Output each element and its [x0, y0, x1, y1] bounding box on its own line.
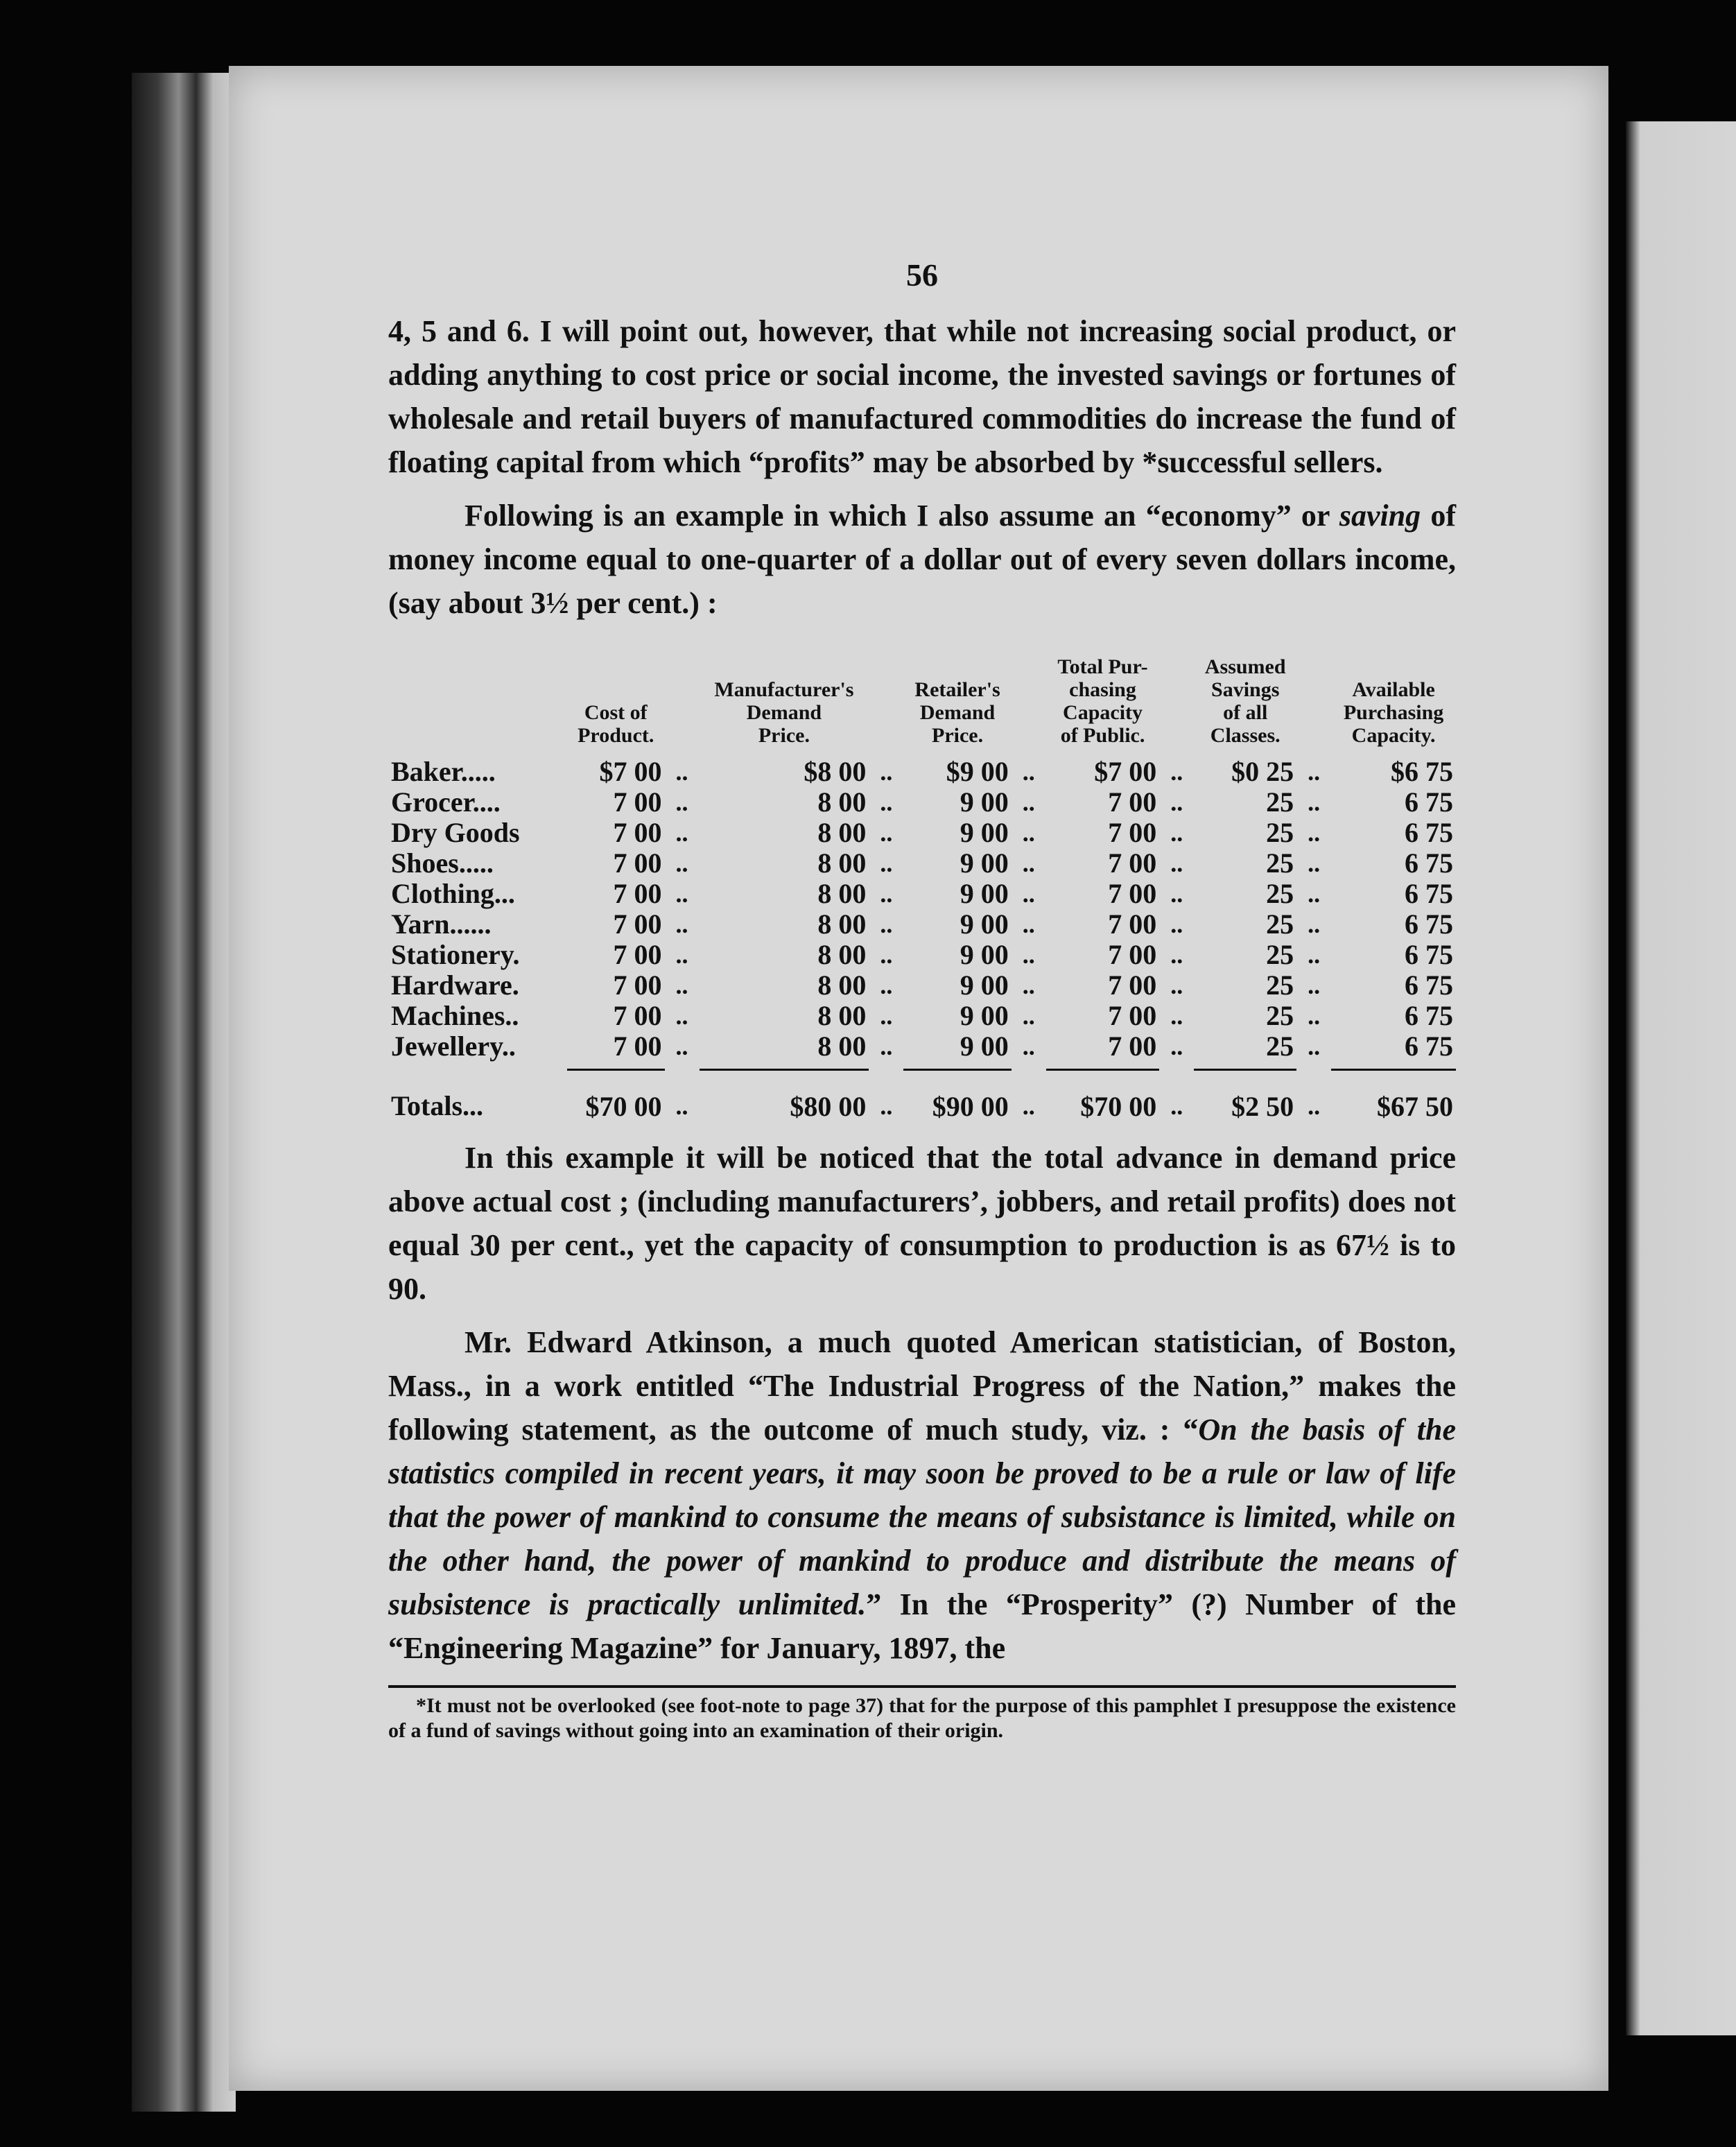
column-underline — [1194, 1062, 1296, 1070]
leader-dots: .. — [1170, 788, 1183, 816]
header-cost: Cost of Product. — [578, 701, 654, 747]
leader-dots: .. — [1170, 850, 1183, 877]
paragraph-4 — [388, 1320, 1456, 1670]
column-underline — [700, 1062, 869, 1070]
leader-dots: .. — [1022, 1033, 1035, 1060]
footnote: *It must not be overlooked (see foot-note to page 37) that for the purpose of this pamphlet I presuppose the existence of a fund of savings without going into an examination of their origin. — [388, 1694, 1456, 1742]
paragraph-2 — [388, 494, 1456, 625]
cell-mfr: 8 00 — [817, 1000, 867, 1031]
header-spacer — [869, 655, 903, 757]
cell-ret: $9 00 — [946, 756, 1009, 787]
leader-dots: .. — [880, 880, 893, 908]
cell-cost: 7 00 — [613, 847, 662, 879]
cell-total: 7 00 — [1108, 969, 1157, 1001]
cell-total: 7 00 — [1108, 1031, 1157, 1062]
cell-avail: 6 75 — [1405, 969, 1453, 1001]
book-spine — [132, 73, 236, 2112]
adjacent-page-edge — [1626, 121, 1736, 2035]
paragraph-3: In this example it will be noticed that the total advance in demand price above actual cost ; (including manufacturers’, jobbers, and retail profits) does not equal 30 per cent., yet the capacity of consumption to production is as 67½ is to 90. — [388, 1141, 1456, 1306]
leader-dots: .. — [1308, 850, 1321, 877]
cell-sav: $0 25 — [1231, 756, 1294, 787]
cell-total: 7 00 — [1108, 817, 1157, 848]
header-spacer — [1159, 655, 1194, 757]
cell-cost: $7 00 — [599, 756, 662, 787]
cell-total: 7 00 — [1108, 786, 1157, 818]
atkinson-quote: On the basis of the statistics compiled in recent years, it may soon be proved to be a rule or law of life that the power of mankind to consume the means of subsistance is limited, while on the other hand, the power of mankind to produce and distribute the means of subsistence is practically unlimited. — [388, 1413, 1456, 1621]
table-row — [388, 787, 1456, 818]
leader-dots: .. — [675, 941, 688, 969]
leader-dots: .. — [880, 1092, 893, 1121]
leader-dots: .. — [1308, 1033, 1321, 1060]
leader-dots: .. — [1170, 880, 1183, 908]
table-row — [388, 909, 1456, 940]
leader-dots: .. — [1022, 911, 1035, 938]
table-row — [388, 848, 1456, 879]
cell-sav: 25 — [1266, 908, 1294, 940]
cell-avail: $67 50 — [1377, 1091, 1453, 1122]
paragraph-1: 4, 5 and 6. I will point out, however, that while not increasing social product, or adding anything to cost price or social income, the invested savings or fortunes of wholesale and retail buyers of manufactured commodities do increase the fund of floating capital from which “profits” may be absorbed by *successful sellers. — [388, 314, 1456, 479]
table-row — [388, 1001, 1456, 1031]
cell-sav: 25 — [1266, 878, 1294, 909]
cell-sav: 25 — [1266, 1031, 1294, 1062]
leader-dots: .. — [880, 941, 893, 969]
cell-cost: 7 00 — [613, 908, 662, 940]
leader-dots: .. — [1022, 1002, 1035, 1030]
row-label: Yarn...... — [391, 908, 492, 940]
leader-dots: .. — [1308, 788, 1321, 816]
row-label: Hardware. — [391, 969, 519, 1001]
leader-dots: .. — [1308, 758, 1321, 786]
table-row — [388, 757, 1456, 787]
leader-dots: .. — [880, 1033, 893, 1060]
footnote-divider — [388, 1685, 1456, 1688]
leader-dots: .. — [675, 880, 688, 908]
leader-dots: .. — [1170, 758, 1183, 786]
leader-dots: .. — [675, 911, 688, 938]
rule-spacer — [869, 1062, 903, 1070]
totals-row — [388, 1070, 1456, 1123]
header-available: Available Purchasing Capacity. — [1343, 678, 1444, 747]
cell-mfr: 8 00 — [817, 908, 867, 940]
leader-dots: .. — [1170, 819, 1183, 847]
row-label: Dry Goods — [391, 817, 520, 848]
leader-dots: .. — [1022, 819, 1035, 847]
leader-dots: .. — [1170, 941, 1183, 969]
cell-ret: 9 00 — [960, 939, 1009, 970]
leader-dots: .. — [880, 819, 893, 847]
header-total-purchasing: Total Pur- chasing Capacity of Public. — [1057, 655, 1148, 747]
leader-dots: .. — [1170, 1002, 1183, 1030]
leader-dots: .. — [1022, 880, 1035, 908]
cell-ret: 9 00 — [960, 1031, 1009, 1062]
row-label: Totals... — [391, 1090, 484, 1122]
leader-dots: .. — [1022, 1092, 1035, 1121]
cell-sav: 25 — [1266, 847, 1294, 879]
cell-mfr: 8 00 — [817, 817, 867, 848]
leader-dots: .. — [675, 1002, 688, 1030]
table-row — [388, 879, 1456, 909]
leader-dots: .. — [880, 850, 893, 877]
cell-cost: 7 00 — [613, 939, 662, 970]
cell-cost: 7 00 — [613, 786, 662, 818]
row-label: Clothing... — [391, 878, 515, 909]
row-label: Jewellery.. — [391, 1031, 516, 1062]
cell-avail: $6 75 — [1391, 756, 1453, 787]
price-table — [388, 655, 1456, 1122]
cell-mfr: 8 00 — [817, 969, 867, 1001]
leader-dots: .. — [880, 972, 893, 999]
cell-sav: 25 — [1266, 817, 1294, 848]
cell-sav: $2 50 — [1231, 1091, 1294, 1122]
table-body — [388, 757, 1456, 1122]
rule-spacer — [1159, 1062, 1194, 1070]
leader-dots: .. — [1308, 941, 1321, 969]
paragraph-2-end: of money income equal to one-quarter of a dollar out of every seven dollars income, (say about 3½ per cent.) : — [388, 499, 1456, 620]
leader-dots: .. — [880, 788, 893, 816]
rule-spacer — [1012, 1062, 1046, 1070]
cell-total: $7 00 — [1094, 756, 1157, 787]
cell-mfr: 8 00 — [817, 878, 867, 909]
leader-dots: .. — [1308, 1002, 1321, 1030]
cell-avail: 6 75 — [1405, 878, 1453, 909]
row-label: Stationery. — [391, 939, 520, 970]
leader-dots: .. — [1170, 911, 1183, 938]
leader-dots: .. — [675, 758, 688, 786]
table-header-row — [388, 655, 1456, 757]
column-underline — [903, 1062, 1011, 1070]
header-manufacturer: Manufacturer's Demand Price. — [714, 678, 854, 747]
cell-total: 7 00 — [1108, 878, 1157, 909]
cell-mfr: 8 00 — [817, 1031, 867, 1062]
cell-sav: 25 — [1266, 1000, 1294, 1031]
column-underline — [1046, 1062, 1160, 1070]
cell-avail: 6 75 — [1405, 847, 1453, 879]
cell-ret: 9 00 — [960, 786, 1009, 818]
table-row — [388, 940, 1456, 970]
leader-dots: .. — [1022, 972, 1035, 999]
leader-dots: .. — [1022, 788, 1035, 816]
cell-mfr: $80 00 — [790, 1091, 867, 1122]
leader-dots: .. — [675, 788, 688, 816]
leader-dots: .. — [1022, 758, 1035, 786]
leader-dots: .. — [1308, 911, 1321, 938]
header-savings: Assumed Savings of all Classes. — [1204, 655, 1286, 747]
cell-total: 7 00 — [1108, 939, 1157, 970]
price-table-wrapper — [388, 655, 1456, 1122]
cell-avail: 6 75 — [1405, 817, 1453, 848]
row-label: Shoes..... — [391, 847, 494, 879]
cell-total: 7 00 — [1108, 908, 1157, 940]
page-number: 56 — [906, 257, 938, 293]
paragraph-4-end: ” In the “Prosperity” (?) Number of the “Engineering Magazine” for January, 1897, the — [388, 1587, 1456, 1665]
column-underline — [567, 1062, 665, 1070]
cell-cost: $70 00 — [585, 1091, 662, 1122]
paragraph-2-italic: saving — [1339, 499, 1421, 533]
cell-mfr: 8 00 — [817, 939, 867, 970]
header-spacer — [1296, 655, 1331, 757]
leader-dots: .. — [1308, 972, 1321, 999]
cell-ret: 9 00 — [960, 969, 1009, 1001]
cell-avail: 6 75 — [1405, 786, 1453, 818]
cell-cost: 7 00 — [613, 1000, 662, 1031]
leader-dots: .. — [1022, 941, 1035, 969]
totals-rule-row — [388, 1062, 1456, 1070]
header-retailer: Retailer's Demand Price. — [914, 678, 1000, 747]
rule-spacer — [388, 1062, 567, 1070]
cell-ret: 9 00 — [960, 878, 1009, 909]
cell-cost: 7 00 — [613, 969, 662, 1001]
table-row — [388, 970, 1456, 1001]
leader-dots: .. — [1170, 1033, 1183, 1060]
leader-dots: .. — [675, 972, 688, 999]
cell-ret: 9 00 — [960, 908, 1009, 940]
cell-cost: 7 00 — [613, 878, 662, 909]
leader-dots: .. — [1170, 1092, 1183, 1121]
cell-sav: 25 — [1266, 969, 1294, 1001]
leader-dots: .. — [1308, 880, 1321, 908]
cell-mfr: 8 00 — [817, 847, 867, 879]
leader-dots: .. — [675, 1033, 688, 1060]
leader-dots: .. — [880, 758, 893, 786]
rule-spacer — [1296, 1062, 1331, 1070]
table-row — [388, 1031, 1456, 1062]
cell-ret: $90 00 — [932, 1091, 1009, 1122]
cell-mfr: $8 00 — [804, 756, 867, 787]
cell-avail: 6 75 — [1405, 1031, 1453, 1062]
paragraph-2-start: Following is an example in which I also assume an “economy” or — [465, 499, 1339, 533]
cell-sav: 25 — [1266, 786, 1294, 818]
cell-total: 7 00 — [1108, 1000, 1157, 1031]
cell-cost: 7 00 — [613, 1031, 662, 1062]
row-label: Baker..... — [391, 756, 496, 787]
leader-dots: .. — [1308, 1092, 1321, 1121]
cell-sav: 25 — [1266, 939, 1294, 970]
cell-avail: 6 75 — [1405, 939, 1453, 970]
cell-cost: 7 00 — [613, 817, 662, 848]
leader-dots: .. — [1022, 850, 1035, 877]
cell-avail: 6 75 — [1405, 908, 1453, 940]
book-page — [229, 66, 1608, 2091]
header-label — [388, 655, 567, 757]
cell-ret: 9 00 — [960, 1000, 1009, 1031]
row-label: Machines.. — [391, 1000, 519, 1031]
leader-dots: .. — [675, 1092, 688, 1121]
leader-dots: .. — [880, 1002, 893, 1030]
cell-avail: 6 75 — [1405, 1000, 1453, 1031]
page-content — [388, 253, 1456, 1743]
leader-dots: .. — [880, 911, 893, 938]
header-spacer — [665, 655, 700, 757]
leader-dots: .. — [675, 850, 688, 877]
rule-spacer — [665, 1062, 700, 1070]
cell-total: $70 00 — [1080, 1091, 1157, 1122]
header-spacer — [1012, 655, 1046, 757]
cell-total: 7 00 — [1108, 847, 1157, 879]
paragraph-4-start: Mr. Edward Atkinson, a much quoted American statistician, of Boston, Mass., in a work entitled “The Industrial Progress of the Nation,” makes the following statement, as the outcome of much study, viz. : “ — [388, 1325, 1456, 1447]
leader-dots: .. — [1308, 819, 1321, 847]
leader-dots: .. — [675, 819, 688, 847]
cell-ret: 9 00 — [960, 817, 1009, 848]
row-label: Grocer.... — [391, 786, 501, 818]
cell-mfr: 8 00 — [817, 786, 867, 818]
leader-dots: .. — [1170, 972, 1183, 999]
table-row — [388, 818, 1456, 848]
column-underline — [1331, 1062, 1456, 1070]
cell-ret: 9 00 — [960, 847, 1009, 879]
